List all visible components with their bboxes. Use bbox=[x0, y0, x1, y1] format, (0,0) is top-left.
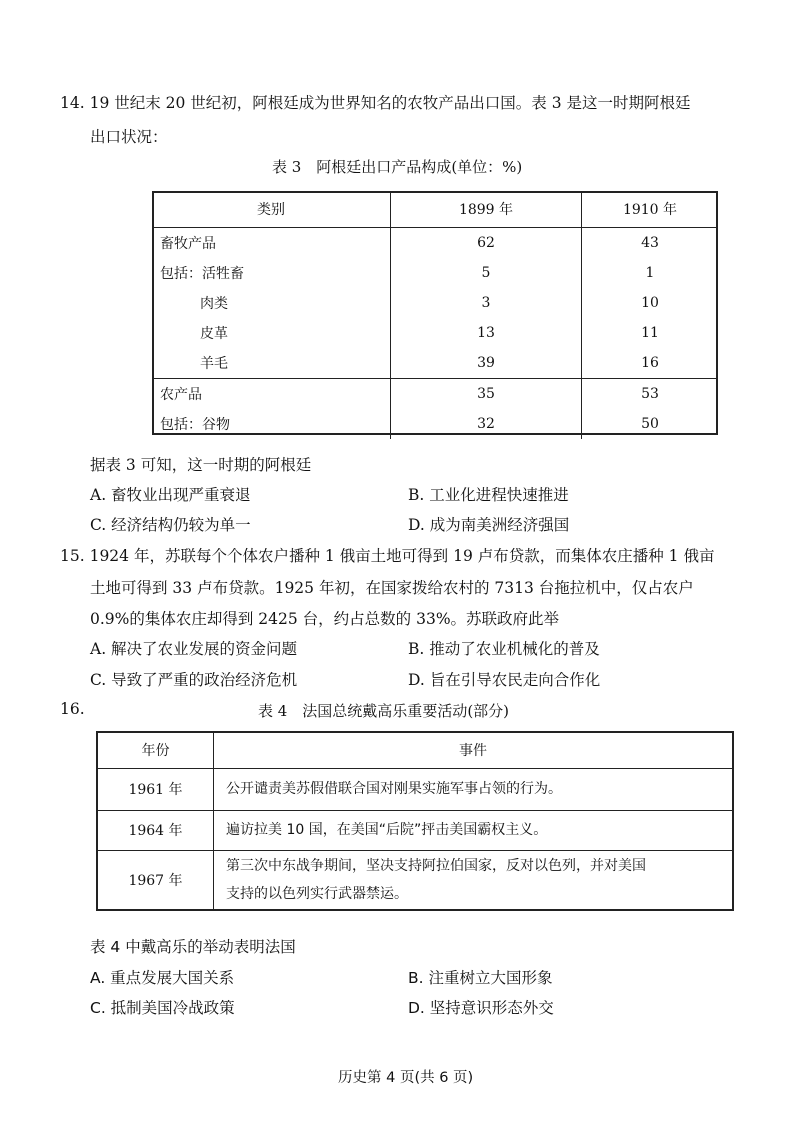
table3-cell-category: 农产品 bbox=[152, 379, 391, 410]
q15-stem-line3: 0.9%的集体农庄却得到 2425 台，约占总数的 33%。苏联政府此举 bbox=[90, 610, 560, 628]
table3-cell-category: 包括：谷物 bbox=[152, 409, 391, 439]
table4-cell-event: 遍访拉美 10 国，在美国“后院”抨击美国霸权主义。 bbox=[214, 810, 734, 850]
table4-title: 表 4 法国总统戴高乐重要活动(部分) bbox=[258, 702, 510, 720]
table4-header-event: 事件 bbox=[214, 732, 734, 768]
table4-cell-year: 1967 年 bbox=[97, 850, 214, 910]
table3-cell-category: 皮革 bbox=[152, 318, 391, 348]
table3-cell-1910: 1 bbox=[645, 265, 655, 281]
page-footer: 历史第 4 页(共 6 页) bbox=[338, 1070, 474, 1086]
table3-cell-1910: 16 bbox=[641, 355, 659, 371]
table3-cell-1910: 43 bbox=[641, 235, 659, 251]
table4-cell-event bbox=[214, 850, 734, 910]
table3-cell-1910: 50 bbox=[641, 416, 659, 432]
table4-event-line1: 第三次中东战争期间，坚决支持阿拉伯国家，反对以色列，并对美国 bbox=[226, 857, 646, 874]
table4-cell-year: 1964 年 bbox=[97, 810, 214, 850]
q15-option-a[interactable]: A. 解决了农业发展的资金问题 bbox=[90, 640, 298, 658]
q16-option-c[interactable]: C. 抵制美国冷战政策 bbox=[90, 999, 235, 1017]
table3-cell-category: 畜牧产品 bbox=[152, 228, 391, 259]
q16-number: 16. bbox=[60, 700, 85, 718]
q14-option-a[interactable]: A. 畜牧业出现严重衰退 bbox=[90, 486, 251, 504]
table3-cell-1899: 5 bbox=[391, 258, 582, 288]
table4 bbox=[96, 731, 734, 911]
table3-title: 表 3 阿根廷出口产品构成(单位：%) bbox=[272, 158, 523, 176]
table3-cell-1910: 10 bbox=[641, 295, 659, 311]
q16-option-a[interactable]: A. 重点发展大国关系 bbox=[90, 969, 235, 987]
table4-header-year: 年份 bbox=[97, 732, 214, 768]
q14-option-c[interactable]: C. 经济结构仍较为单一 bbox=[90, 516, 251, 534]
q14-stem-line1: 14. 19 世纪末 20 世纪初，阿根廷成为世界知名的农牧产品出口国。表 3 是这一时期阿根廷 bbox=[60, 94, 691, 112]
q15-option-c[interactable]: C. 导致了严重的政治经济危机 bbox=[90, 671, 298, 689]
table3-cell-1899: 3 bbox=[391, 288, 582, 318]
table-row bbox=[152, 348, 718, 379]
q15-option-b[interactable]: B. 推动了农业机械化的普及 bbox=[408, 640, 600, 658]
table-row bbox=[97, 768, 733, 810]
table3-cell-1899: 39 bbox=[391, 348, 582, 379]
table3-cell-1899: 35 bbox=[391, 379, 582, 410]
q15-stem-line2: 土地可得到 33 卢布贷款。1925 年初，在国家拨给农村的 7313 台拖拉机中，仅占农户 bbox=[90, 579, 694, 597]
table3-cell-1910: 53 bbox=[582, 379, 719, 410]
table3-cell-category: 包括：活牲畜 bbox=[152, 258, 391, 288]
q15-option-d[interactable]: D. 旨在引导农民走向合作化 bbox=[408, 671, 601, 689]
table4-cell-year: 1961 年 bbox=[97, 768, 214, 810]
table-row bbox=[152, 288, 718, 318]
q14-option-d[interactable]: D. 成为南美洲经济强国 bbox=[408, 516, 570, 534]
q16-option-b[interactable]: B. 注重树立大国形象 bbox=[408, 969, 553, 987]
table3-cell-1899: 62 bbox=[391, 228, 582, 259]
q15-stem-line1: 15. 1924 年，苏联每个个体农户播种 1 俄亩土地可得到 19 卢布贷款，而集体农庄播种 1 俄亩 bbox=[60, 547, 715, 565]
table-row bbox=[152, 258, 718, 288]
table3-header-1899: 1899 年 bbox=[391, 191, 582, 228]
table3 bbox=[152, 191, 718, 439]
q14-option-b[interactable]: B. 工业化进程快速推进 bbox=[408, 486, 569, 504]
table-row bbox=[97, 850, 733, 910]
q16-question: 表 4 中戴高乐的举动表明法国 bbox=[90, 938, 296, 956]
table4-event-line2: 支持的以色列实行武器禁运。 bbox=[226, 885, 408, 902]
q14-stem-line2: 出口状况： bbox=[90, 128, 168, 146]
table-row bbox=[152, 318, 718, 348]
table3-header-category: 类别 bbox=[152, 191, 391, 228]
table3-cell-1899: 32 bbox=[391, 409, 582, 439]
table3-cell-1910: 11 bbox=[641, 325, 659, 341]
q16-option-d[interactable]: D. 坚持意识形态外交 bbox=[408, 999, 554, 1017]
table3-cell-category: 羊毛 bbox=[152, 348, 391, 379]
table-row bbox=[152, 379, 718, 410]
table3-cell-1899: 13 bbox=[391, 318, 582, 348]
table-row bbox=[152, 409, 718, 439]
table3-cell-category: 肉类 bbox=[152, 288, 391, 318]
table-row bbox=[97, 810, 733, 850]
q14-question: 据表 3 可知，这一时期的阿根廷 bbox=[90, 456, 312, 474]
table-row bbox=[152, 228, 718, 259]
table3-header-1910: 1910 年 bbox=[582, 191, 719, 228]
table4-cell-event: 公开谴责美苏假借联合国对刚果实施军事占领的行为。 bbox=[214, 768, 734, 810]
